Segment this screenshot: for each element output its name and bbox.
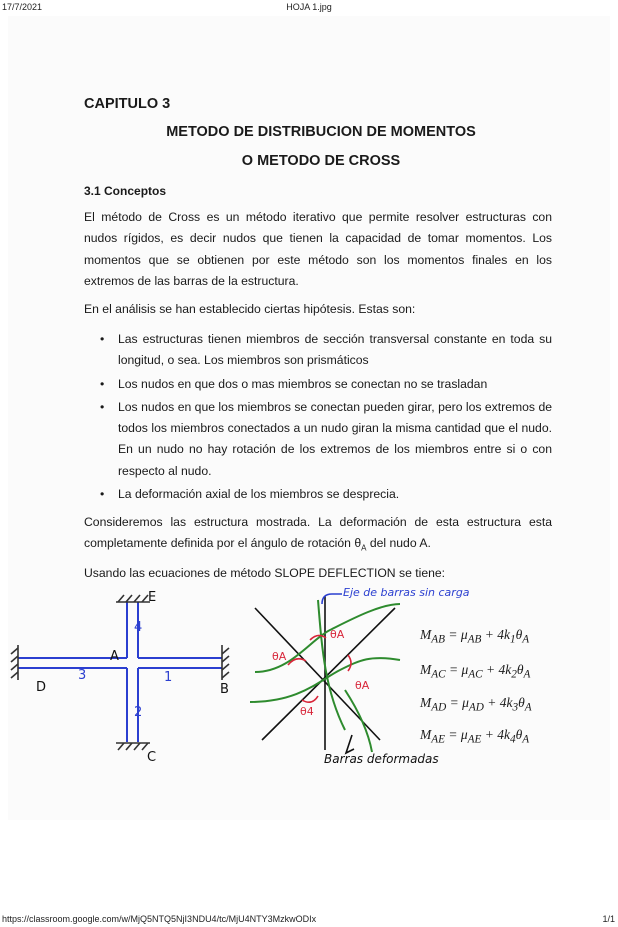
label-node-B: B xyxy=(220,682,229,697)
hypotheses-list xyxy=(100,329,552,507)
label-theta-a-left: θA xyxy=(272,650,287,663)
document-title-line1: METODO DE DISTRIBUCION DE MOMENTOS xyxy=(166,124,476,140)
print-filename: HOJA 1.jpg xyxy=(286,2,332,12)
print-date: 17/7/2021 xyxy=(2,2,43,12)
label-theta-a-right: θA xyxy=(355,679,370,692)
label-member-1: 1 xyxy=(164,670,173,685)
paragraph-structure-end: del nudo A. xyxy=(366,536,431,551)
chapter-heading: CAPITULO 3 xyxy=(84,96,171,112)
label-theta-4: θ4 xyxy=(300,705,314,718)
list-item: • Los nudos en que los miembros se conectan pueden girar, pero los extremos de todos los miembros conectados a un nudo giran la misma cantidad que el nudo. En un nudo no hay rotación de los extremos de los miembros entre si o con respecto al nudo. xyxy=(100,397,552,482)
label-node-E: E xyxy=(148,590,157,605)
print-url: https://classroom.google.com/w/MjQ5NTQ5NjI3NDU4/tc/MjU4NTY3MzkwODIx xyxy=(2,914,317,924)
label-node-A: A xyxy=(110,649,119,664)
print-page-number: 1/1 xyxy=(602,914,615,924)
section-heading: 3.1 Conceptos xyxy=(84,184,167,198)
label-node-C: C xyxy=(147,750,157,765)
label-axis-no-load: Eje de barras sin carga xyxy=(343,586,470,599)
equation-MAE: $M_{AE} = \mu_{AE} + 4k_4\theta_A$ xyxy=(420,727,530,746)
label-member-2: 2 xyxy=(134,705,143,720)
label-member-4: 4 xyxy=(134,620,143,635)
label-theta-a-top: θA xyxy=(330,628,345,641)
paragraph-intro: El método de Cross es un método iterativo que permite resolver estructuras con nudos rígidos, es decir nudos que tienen la capacidad de tomar momentos. Los momentos que se obtienen por este método son los momentos finales en los extremos de las barras de la estructura. xyxy=(84,210,552,288)
equation-MAB: $M_{AB} = \mu_{AB} + 4k_1\theta_A$ xyxy=(420,627,530,646)
paragraph-structure xyxy=(84,512,552,559)
theta-subscript: A xyxy=(361,543,367,553)
label-member-3: 3 xyxy=(78,668,87,683)
list-item: • La deformación axial de los miembros se desprecia. xyxy=(100,484,552,505)
paragraph-slope-deflection: Usando las ecuaciones de método SLOPE DEFLECTION se tiene: xyxy=(84,566,446,580)
list-item: • Las estructuras tienen miembros de sección transversal constante en toda su longitud, o sea. Los miembros son prismáticos xyxy=(100,329,552,372)
list-item: • Los nudos en que dos o mas miembros se conectan no se trasladan xyxy=(100,374,552,395)
equation-MAD: $M_{AD} = \mu_{AD} + 4k_3\theta_A$ xyxy=(420,695,532,714)
equation-MAC: $M_{AC} = \mu_{AC} + 4k_2\theta_A$ xyxy=(420,662,531,681)
paragraph-hypotheses-intro: En el análisis se han establecido ciertas hipótesis. Estas son: xyxy=(84,302,416,316)
label-node-D: D xyxy=(36,680,47,695)
label-deformed-bars: Barras deformadas xyxy=(324,752,439,766)
document-title-line2: O METODO DE CROSS xyxy=(241,153,401,169)
paragraph-structure-text: Consideremos las estructura mostrada. La deformación de esta estructura esta completamente definida por el ángulo de rotación θ xyxy=(84,515,552,551)
